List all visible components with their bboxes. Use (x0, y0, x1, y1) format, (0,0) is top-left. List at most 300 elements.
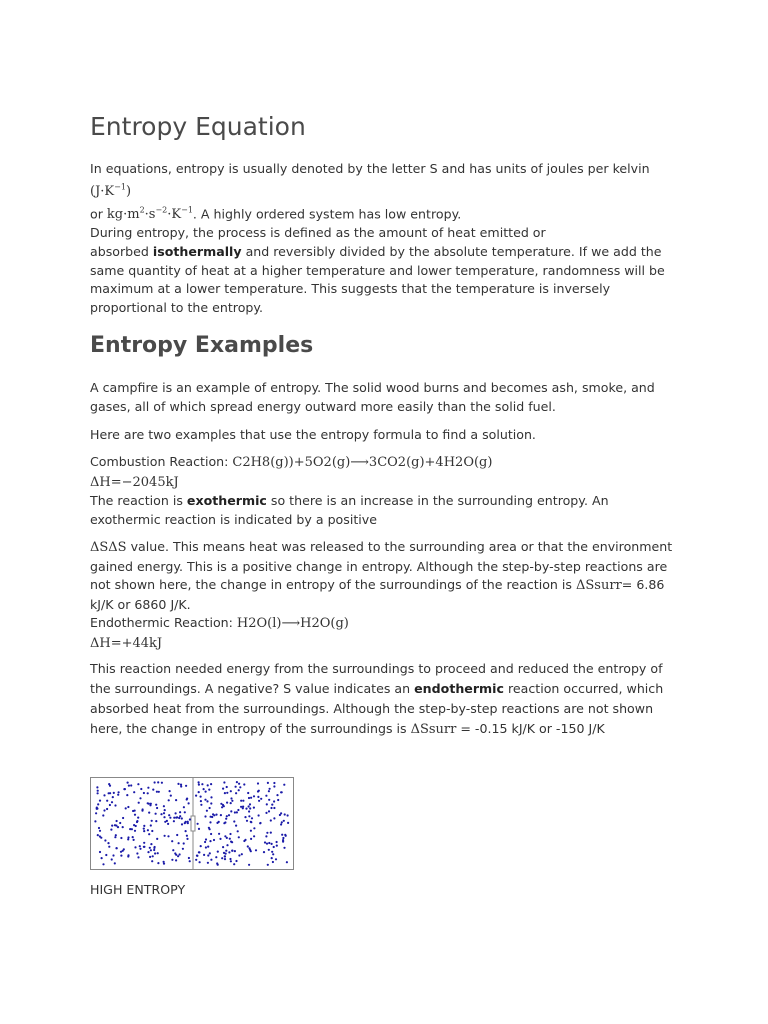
particle-dot (245, 808, 247, 810)
particle-dot (178, 842, 180, 844)
particle-dot (198, 791, 200, 793)
particle-dot (207, 846, 209, 848)
particle-dot (100, 837, 102, 839)
particle-dot (250, 850, 252, 852)
particle-dot (109, 792, 111, 794)
particle-dot (238, 783, 240, 785)
particle-dot (250, 821, 252, 823)
particle-dot (273, 782, 275, 784)
particle-dot (103, 809, 105, 811)
particle-dot (143, 828, 145, 830)
particle-dot (230, 860, 232, 862)
particle-dot (175, 799, 177, 801)
particle-dot (206, 800, 208, 802)
particle-dot (241, 853, 243, 855)
particle-dot (157, 852, 159, 854)
particle-dot (224, 858, 226, 860)
particle-dot (247, 792, 249, 794)
particle-dot (105, 854, 107, 856)
particle-dot (225, 850, 227, 852)
particle-dot (209, 821, 211, 823)
particle-dot (198, 828, 200, 830)
particle-dot (267, 864, 269, 866)
particle-dot (114, 824, 116, 826)
particle-dot (271, 843, 273, 845)
particle-dot (210, 783, 212, 785)
particle-dot (203, 788, 205, 790)
particle-dot (268, 810, 270, 812)
particle-dot (151, 830, 153, 832)
particle-dot (213, 839, 215, 841)
particle-dot (119, 822, 121, 824)
particle-dot (198, 851, 200, 853)
particle-dot (266, 832, 268, 834)
particle-dot (156, 791, 158, 793)
particle-dot (215, 856, 217, 858)
particle-dot (180, 784, 182, 786)
particle-dot (160, 813, 162, 815)
paragraph-campfire: A campfire is an example of entropy. The solid wood burns and becomes ash, smoke, and gases, all of which spread energy outward more easily than the solid fuel. (90, 380, 655, 414)
particle-dot (179, 811, 181, 813)
particle-dot (130, 784, 132, 786)
particle-dot (120, 855, 122, 857)
particle-dot (147, 787, 149, 789)
particle-dot (272, 861, 274, 863)
particle-dot (210, 796, 212, 798)
high-entropy-figure (90, 777, 294, 870)
particle-dot (226, 792, 228, 794)
particle-dot (107, 842, 109, 844)
particle-dot (236, 811, 238, 813)
particle-dot (139, 797, 141, 799)
particle-dot (167, 835, 169, 837)
paragraph-delta-s: ΔSΔS value. This means heat was released to the surrounding area or that the environment gained energy. This is a positive change in entropy. Although the step-by-step reactions are not shown here, the change in entropy of the surroundings of the reaction is ΔSsurr= 6.86 kJ/K or 6860 J/K. Endothermic Reaction: H2O(l)⟶H2O(g) ΔH=+44kJ (90, 539, 673, 651)
particle-dot (147, 851, 149, 853)
particle-dot (97, 790, 99, 792)
particle-dot (287, 814, 289, 816)
particle-dot (265, 835, 267, 837)
particle-dot (226, 815, 228, 817)
particle-dot (268, 799, 270, 801)
endothermic-equation: H2O(l)⟶H2O(g) (236, 616, 349, 632)
particle-dot (207, 854, 209, 856)
particle-dot (270, 819, 272, 821)
particle-dot (283, 847, 285, 849)
particle-dot (181, 823, 183, 825)
particle-dot (141, 810, 143, 812)
particle-dot (116, 820, 118, 822)
particle-dot (226, 844, 228, 846)
particle-dot (123, 788, 125, 790)
particle-dot (164, 809, 166, 811)
particle-dot (118, 791, 120, 793)
particle-dot (196, 855, 198, 857)
particle-dot (253, 795, 255, 797)
particle-dot (139, 848, 141, 850)
particle-dot (114, 836, 116, 838)
particle-dot (188, 802, 190, 804)
particle-dot (282, 841, 284, 843)
particle-dot (283, 784, 285, 786)
particle-dot (280, 791, 282, 793)
particle-dot (169, 817, 171, 819)
particle-dot (267, 782, 269, 784)
particle-dot (237, 809, 239, 811)
particle-dot (180, 785, 182, 787)
particle-dot (249, 803, 251, 805)
particle-dot (268, 849, 270, 851)
particle-dot (114, 862, 116, 864)
particle-dot (150, 824, 152, 826)
particle-dot (204, 799, 206, 801)
particle-dot (106, 808, 108, 810)
bold-exothermic: exothermic (186, 493, 267, 509)
particle-dot (210, 859, 212, 861)
particle-dot (222, 804, 224, 806)
particle-dot (230, 810, 232, 812)
particle-dot (153, 847, 155, 849)
particle-dot (260, 798, 262, 800)
particle-dot (138, 802, 140, 804)
particle-dot (286, 861, 288, 863)
particle-dot (106, 800, 108, 802)
particle-dot (269, 788, 271, 790)
combustion-block: Combustion Reaction: C2H8(g))+5O2(g)⟶3CO2(g)+4H2O(g) ΔH=−2045kJ The reaction is exothermic so there is an increase in the surrounding entropy. An exothermic reaction is indicated by a positive (90, 454, 609, 527)
particle-dot (175, 859, 177, 861)
particle-dot (271, 804, 273, 806)
particle-dot (134, 810, 136, 812)
particle-dot (223, 852, 225, 854)
particle-dot (205, 838, 207, 840)
particle-dot (281, 821, 283, 823)
particle-dot (179, 853, 181, 855)
particle-dot (200, 796, 202, 798)
particle-dot (163, 805, 165, 807)
particle-dot (231, 841, 233, 843)
particle-dot (208, 789, 210, 791)
particle-dot (270, 807, 272, 809)
particle-dot (255, 849, 257, 851)
combustion-enthalpy: ΔH=−2045kJ (90, 474, 179, 490)
particle-dot (198, 784, 200, 786)
particle-dot (97, 792, 99, 794)
particle-dot (244, 839, 246, 841)
particle-dot (215, 814, 217, 816)
particle-dot (276, 841, 278, 843)
particle-dot (253, 827, 255, 829)
particle-dot (184, 822, 186, 824)
particle-dot (127, 782, 129, 784)
particle-dot (133, 839, 135, 841)
particle-dot (122, 826, 124, 828)
particle-dot (266, 843, 268, 845)
particle-diagram (91, 778, 293, 869)
particle-dot (222, 846, 224, 848)
particle-dot (282, 837, 284, 839)
particle-dot (239, 786, 241, 788)
particle-dot (112, 854, 114, 856)
particle-dot (273, 817, 275, 819)
particle-dot (167, 823, 169, 825)
particle-dot (177, 855, 179, 857)
particle-dot (230, 790, 232, 792)
particle-dot (207, 862, 209, 864)
particle-dot (246, 820, 248, 822)
particle-dot (207, 784, 209, 786)
particle-dot (273, 800, 275, 802)
particle-dot (209, 840, 211, 842)
particle-dot (224, 855, 226, 857)
particle-dot (179, 815, 181, 817)
particle-dot (149, 856, 151, 858)
particle-dot (136, 852, 138, 854)
particle-dot (209, 807, 211, 809)
particle-dot (151, 820, 153, 822)
particle-dot (166, 820, 168, 822)
particle-dot (143, 830, 145, 832)
particle-dot (225, 818, 227, 820)
particle-dot (199, 861, 201, 863)
particle-dot (189, 818, 191, 820)
particle-dot (235, 825, 237, 827)
particle-dot (238, 836, 240, 838)
particle-dot (102, 814, 104, 816)
particle-dot (244, 816, 246, 818)
particle-dot (158, 791, 160, 793)
particle-dot (273, 807, 275, 809)
particle-dot (203, 854, 205, 856)
paragraph-endothermic: This reaction needed energy from the surroundings to proceed and reduced the entropy of the surroundings. A negative? S value indicates an endothermic reaction occurred, which absorbed heat from the surroundings. Although the step-by-step reactions are not shown here, the change in entropy of the surroundings is ΔSsurr = -0.15 kJ/K or -150 J/K (90, 661, 664, 737)
particle-dot (221, 857, 223, 859)
particle-dot (103, 794, 105, 796)
particle-dot (150, 849, 152, 851)
particle-dot (98, 827, 100, 829)
particle-dot (206, 810, 208, 812)
particle-dot (168, 799, 170, 801)
particle-dot (219, 838, 221, 840)
particle-dot (249, 807, 251, 809)
particle-dot (281, 834, 283, 836)
particle-dot (217, 851, 219, 853)
particle-dot (163, 812, 165, 814)
particle-dot (169, 790, 171, 792)
particle-dot (110, 829, 112, 831)
particle-dot (97, 834, 99, 836)
particle-dot (99, 830, 101, 832)
particle-dot (132, 836, 134, 838)
particle-dot (99, 851, 101, 853)
particle-dot (154, 852, 156, 854)
particle-dot (268, 842, 270, 844)
particle-dot (112, 796, 114, 798)
particle-dot (220, 814, 222, 816)
particle-dot (275, 858, 277, 860)
particle-dot (155, 813, 157, 815)
particle-dot (259, 822, 261, 824)
particle-dot (251, 817, 253, 819)
particle-dot (152, 855, 154, 857)
particle-dot (204, 815, 206, 817)
figure-caption: HIGH ENTROPY (90, 882, 186, 897)
particle-dot (273, 785, 275, 787)
particle-dot (155, 820, 157, 822)
particle-dot (104, 839, 106, 841)
particle-dot (250, 838, 252, 840)
endothermic-enthalpy: ΔH=+44kJ (90, 635, 163, 651)
particle-dot (176, 834, 178, 836)
particle-dot (147, 829, 149, 831)
particle-dot (113, 792, 115, 794)
particle-dot (173, 820, 175, 822)
particle-dot (111, 801, 113, 803)
particle-dot (236, 781, 238, 783)
particle-dot (257, 790, 259, 792)
particle-dot (108, 783, 110, 785)
particle-dot (183, 806, 185, 808)
particle-dot (283, 820, 285, 822)
section-title-entropy-equation: Entropy Equation (90, 112, 306, 141)
particle-dot (137, 783, 139, 785)
particle-dot (248, 864, 250, 866)
particle-dot (109, 804, 111, 806)
particle-dot (161, 782, 163, 784)
particle-dot (248, 805, 250, 807)
particle-dot (197, 823, 199, 825)
particle-dot (186, 798, 188, 800)
particle-dot (248, 810, 250, 812)
particle-dot (284, 813, 286, 815)
particle-dot (99, 800, 101, 802)
particle-dot (213, 814, 215, 816)
bold-isothermally: isothermally (152, 244, 242, 260)
particle-dot (143, 846, 145, 848)
particle-dot (147, 792, 149, 794)
particle-dot (270, 832, 272, 834)
particle-dot (235, 792, 237, 794)
particle-dot (242, 800, 244, 802)
particle-dot (210, 802, 212, 804)
particle-dot (277, 799, 279, 801)
bold-endothermic: endothermic (414, 681, 504, 696)
particle-dot (117, 826, 119, 828)
particle-dot (108, 846, 110, 848)
particle-dot (185, 785, 187, 787)
particle-dot (175, 812, 177, 814)
particle-dot (134, 830, 136, 832)
particle-dot (216, 862, 218, 864)
paragraph-two-examples: Here are two examples that use the entropy formula to find a solution. (90, 427, 536, 442)
particle-dot (133, 791, 135, 793)
particle-dot (201, 783, 203, 785)
particle-dot (123, 848, 125, 850)
particle-dot (137, 817, 139, 819)
particle-dot (228, 814, 230, 816)
particle-dot (224, 835, 226, 837)
particle-dot (173, 817, 175, 819)
particle-dot (188, 857, 190, 859)
particle-dot (155, 804, 157, 806)
particle-dot (242, 806, 244, 808)
particle-dot (139, 845, 141, 847)
particle-dot (148, 833, 150, 835)
particle-dot (186, 838, 188, 840)
particle-dot (181, 817, 183, 819)
particle-dot (185, 830, 187, 832)
particle-dot (102, 863, 104, 865)
particle-dot (223, 822, 225, 824)
particle-dot (135, 825, 137, 827)
particle-dot (177, 783, 179, 785)
particle-dot (175, 854, 177, 856)
particle-dot (120, 837, 122, 839)
particle-dot (222, 788, 224, 790)
particle-dot (248, 815, 250, 817)
particle-dot (257, 796, 259, 798)
particle-dot (127, 806, 129, 808)
particle-dot (228, 851, 230, 853)
particle-dot (229, 833, 231, 835)
particle-dot (279, 814, 281, 816)
particle-dot (218, 833, 220, 835)
particle-dot (171, 859, 173, 861)
particle-dot (240, 800, 242, 802)
particle-dot (257, 782, 259, 784)
particle-dot (230, 802, 232, 804)
particle-dot (226, 786, 228, 788)
particle-dot (127, 836, 129, 838)
particle-dot (156, 807, 158, 809)
particle-dot (126, 794, 128, 796)
particle-dot (229, 858, 231, 860)
particle-dot (172, 849, 174, 851)
particle-dot (127, 838, 129, 840)
particle-dot (94, 820, 96, 822)
particle-dot (183, 842, 185, 844)
particle-dot (209, 828, 211, 830)
particle-dot (140, 788, 142, 790)
particle-dot (184, 811, 186, 813)
particle-dot (163, 816, 165, 818)
particle-dot (163, 861, 165, 863)
particle-dot (134, 814, 136, 816)
particle-dot (111, 858, 113, 860)
particle-dot (250, 830, 252, 832)
particle-dot (250, 797, 252, 799)
particle-dot (147, 802, 149, 804)
particle-dot (272, 853, 274, 855)
particle-dot (157, 862, 159, 864)
particle-dot (205, 846, 207, 848)
particle-dot (143, 792, 145, 794)
particle-dot (137, 856, 139, 858)
particle-dot (154, 781, 156, 783)
particle-dot (284, 834, 286, 836)
particle-dot (152, 789, 154, 791)
particle-dot (96, 808, 98, 810)
particle-dot (129, 828, 131, 830)
particle-dot (125, 807, 127, 809)
particle-dot (200, 845, 202, 847)
paragraph-entropy-units: In equations, entropy is usually denoted by the letter S and has units of joules per kelvin $(J\cdot K^{-1})$ or $kg\cdot m^2\cdot s^{-2}\cdot K^{-1}$. A highly ordered system has low entropy. During entropy, the process is defined as the amount of heat emitted or absorbed isothermally and reversibly divided by the absolute temperature. If we add the same quantity of heat at a higher temperature and lower temperature, randomness will be maximum at a lower temperature. This suggests that the temperature is inversely proportional to the entropy. (90, 161, 665, 315)
particle-dot (240, 806, 242, 808)
particle-dot (149, 847, 151, 849)
particle-dot (258, 800, 260, 802)
particle-dot (235, 860, 237, 862)
particle-dot (200, 800, 202, 802)
particle-dot (115, 834, 117, 836)
particle-dot (238, 854, 240, 856)
particle-dot (143, 825, 145, 827)
